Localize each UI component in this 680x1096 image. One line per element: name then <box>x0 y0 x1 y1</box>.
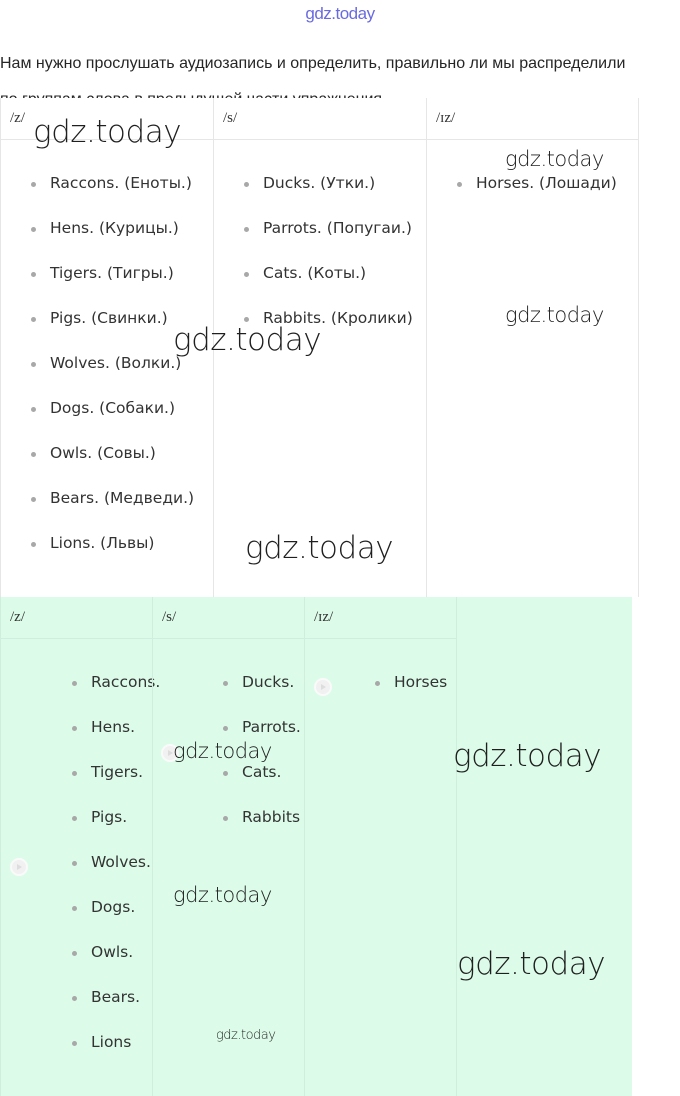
list-item: Wolves. (Волки.) <box>28 341 194 386</box>
list-item: Parrots. <box>220 705 301 750</box>
list-item: Dogs. <box>69 885 160 930</box>
list-item: Hens. (Курицы.) <box>28 206 194 251</box>
site-label: gdz.today <box>305 4 375 23</box>
list-item: Owls. (Совы.) <box>28 431 194 476</box>
list-item: Tigers. (Тигры.) <box>28 251 194 296</box>
word-list <box>372 660 447 705</box>
list-item: Rabbits <box>220 795 301 840</box>
column-z <box>0 597 161 1096</box>
watermark: gdz.today <box>173 322 322 358</box>
list-item: Cats. <box>220 750 301 795</box>
column-iz <box>304 597 456 1096</box>
column-iz <box>426 98 639 597</box>
list-item: Horses <box>372 660 447 705</box>
list-item: Bears. <box>69 975 160 1020</box>
watermark: gdz.today <box>505 303 604 327</box>
column-header: /s/ <box>214 98 426 140</box>
play-icon[interactable] <box>316 680 330 694</box>
list-item: Raccons. (Еноты.) <box>28 161 194 206</box>
list-item: Bears. (Медведи.) <box>28 476 194 521</box>
column-s <box>152 597 304 1096</box>
list-item: Ducks. (Утки.) <box>241 161 413 206</box>
word-list <box>69 660 160 1065</box>
list-item: Wolves. <box>69 840 160 885</box>
play-icon[interactable] <box>12 860 26 874</box>
list-item: Dogs. (Собаки.) <box>28 386 194 431</box>
watermark: gdz.today <box>173 739 272 763</box>
list-item: Horses. (Лошади) <box>454 161 617 206</box>
word-list <box>241 161 413 341</box>
list-item: Tigers. <box>69 750 160 795</box>
watermark: gdz.today <box>216 1028 276 1043</box>
watermark: gdz.today <box>505 147 604 171</box>
word-table-answer <box>0 597 632 1096</box>
watermark: gdz.today <box>457 946 606 982</box>
list-item: Ducks. <box>220 660 301 705</box>
list-item: Rabbits. (Кролики) <box>241 296 413 341</box>
column-header: /ɪz/ <box>427 98 638 140</box>
list-item: Lions. (Львы) <box>28 521 194 566</box>
list-item: Owls. <box>69 930 160 975</box>
word-list <box>28 161 194 566</box>
column-header: /s/ <box>153 597 304 639</box>
column-empty <box>456 597 632 1096</box>
column-header: /z/ <box>1 98 213 140</box>
watermark: gdz.today <box>33 114 182 150</box>
column-header: /z/ <box>1 597 152 639</box>
list-item: Hens. <box>69 705 160 750</box>
list-item: Pigs. (Свинки.) <box>28 296 194 341</box>
list-item: Raccons. <box>69 660 160 705</box>
list-item: Cats. (Коты.) <box>241 251 413 296</box>
watermark: gdz.today <box>173 883 272 907</box>
column-header: /ɪz/ <box>305 597 456 639</box>
watermark: gdz.today <box>453 738 602 774</box>
intro-text: Нам нужно прослушать аудиозапись и определить, правильно ли мы распределили <box>0 55 626 72</box>
list-item: Pigs. <box>69 795 160 840</box>
watermark: gdz.today <box>245 530 394 566</box>
list-item: Parrots. (Попугаи.) <box>241 206 413 251</box>
list-item: Lions <box>69 1020 160 1065</box>
